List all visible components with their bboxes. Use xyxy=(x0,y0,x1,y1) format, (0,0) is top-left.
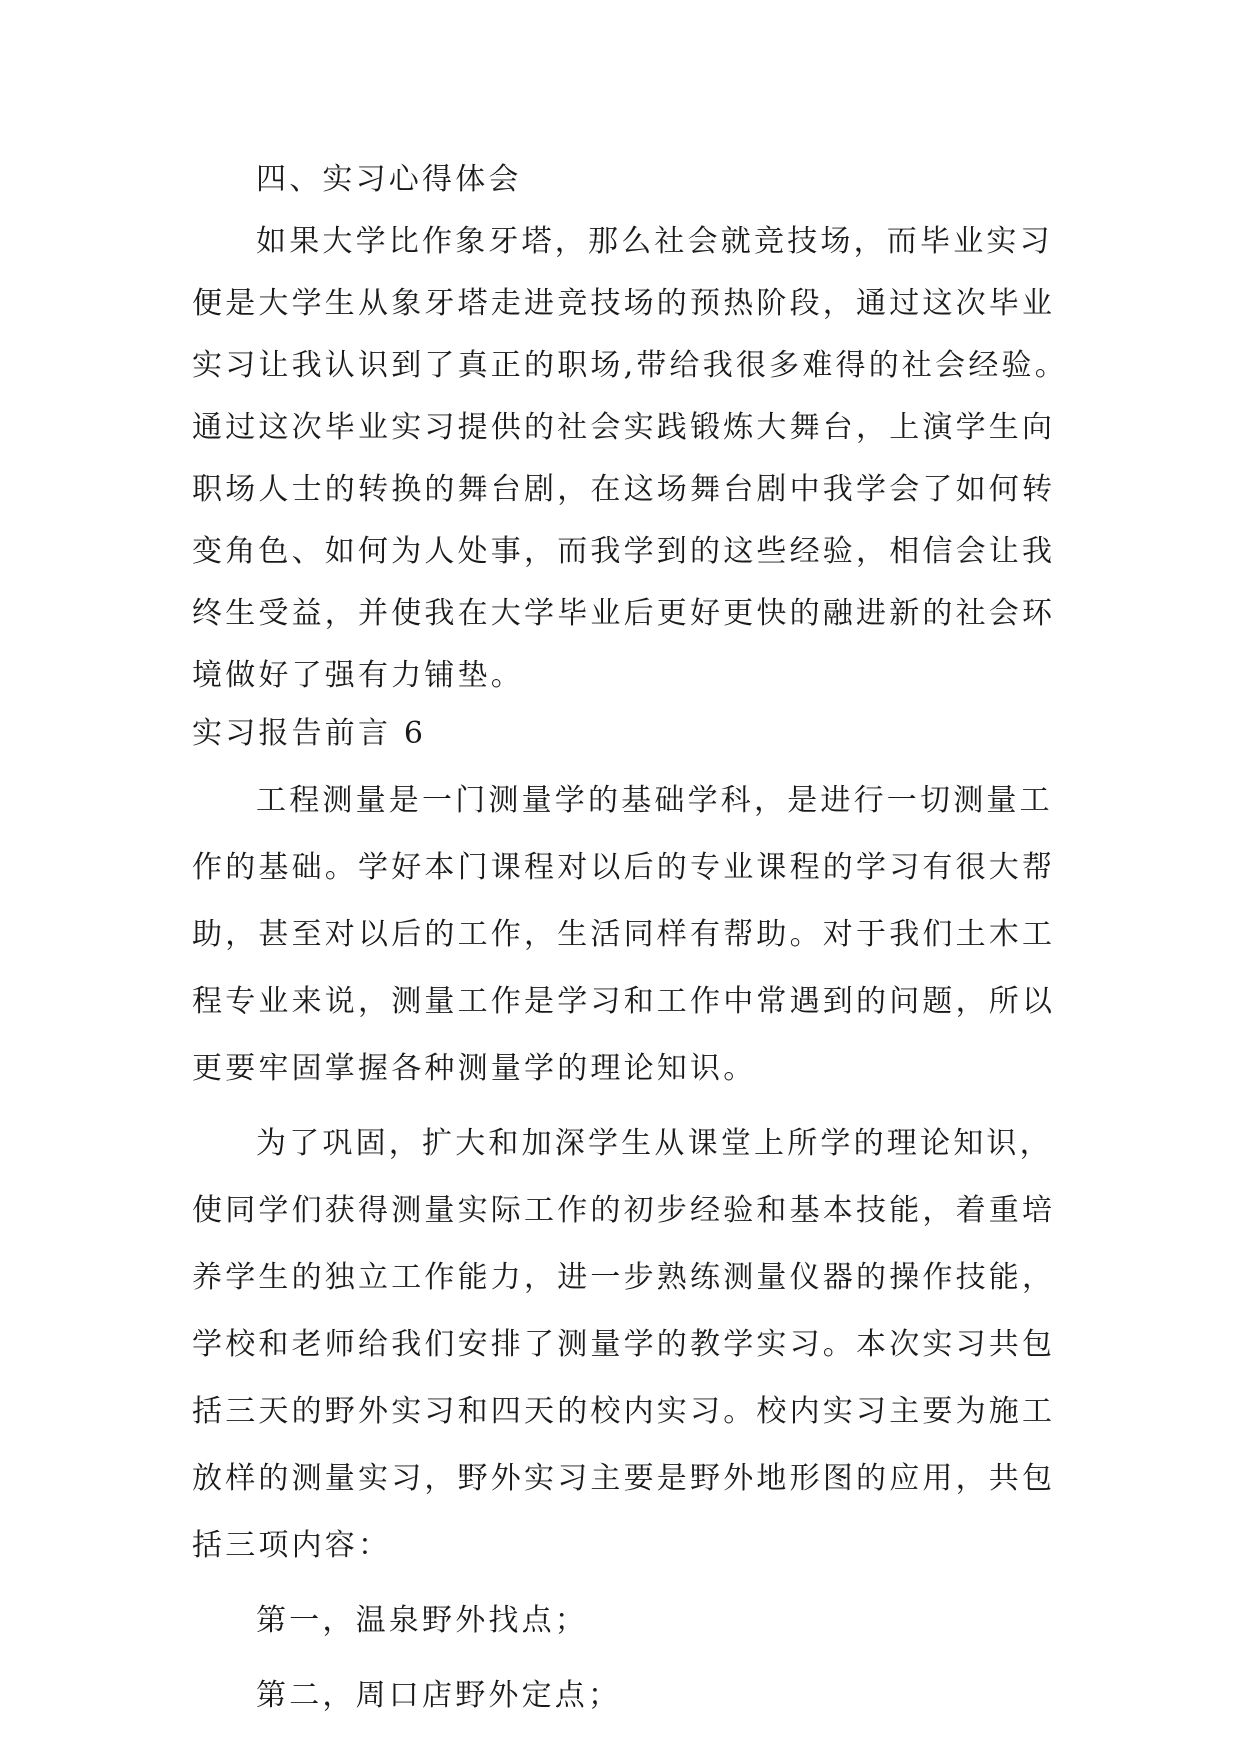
paragraph-line: 如果大学比作象牙塔，那么社会就竞技场，而毕业实习 xyxy=(256,224,1053,259)
paragraph-line: 便是大学生从象牙塔走进竞技场的预热阶段，通过这次毕业 xyxy=(192,286,1056,321)
paragraph-line: 括三项内容： xyxy=(192,1528,392,1563)
document-page xyxy=(192,160,1068,1716)
list-item: 第二，周口店野外定点； xyxy=(256,1678,622,1713)
paragraph-line: 变角色、如何为人处事，而我学到的这些经验，相信会让我 xyxy=(192,534,1056,569)
paragraph-line: 括三天的野外实习和四天的校内实习。校内实习主要为施工 xyxy=(192,1394,1056,1429)
paragraph-line: 使同学们获得测量实际工作的初步经验和基本技能，着重培 xyxy=(192,1193,1056,1228)
section4-paragraph xyxy=(192,222,1068,696)
paragraph-line: 学校和老师给我们安排了测量学的教学实习。本次实习共包 xyxy=(192,1327,1056,1362)
report-title: 实习报告前言 6 xyxy=(192,716,427,751)
list-item: 第一，温泉野外找点； xyxy=(256,1603,588,1638)
paragraph-line: 放样的测量实习，野外实习主要是野外地形图的应用，共包 xyxy=(192,1461,1056,1496)
report-paragraph-1 xyxy=(192,781,1056,1089)
paragraph-line: 助，甚至对以后的工作，生活同样有帮助。对于我们土木工 xyxy=(192,917,1056,952)
paragraph-line: 为了巩固，扩大和加深学生从课堂上所学的理论知识， xyxy=(256,1126,1053,1161)
report-paragraph-2 xyxy=(192,1124,1056,1566)
paragraph-line: 实习让我认识到了真正的职场,带给我很多难得的社会经验。 xyxy=(192,348,1068,383)
paragraph-line: 终生受益，并使我在大学毕业后更好更快的融进新的社会环 xyxy=(192,596,1056,631)
paragraph-line: 工程测量是一门测量学的基础学科，是进行一切测量工 xyxy=(256,783,1053,818)
paragraph-line: 养学生的独立工作能力，进一步熟练测量仪器的操作技能， xyxy=(192,1260,1056,1295)
paragraph-line: 程专业来说，测量工作是学习和工作中常遇到的问题，所以 xyxy=(192,984,1056,1019)
paragraph-line: 更要牢固掌握各种测量学的理论知识。 xyxy=(192,1051,757,1086)
paragraph-line: 境做好了强有力铺垫。 xyxy=(192,658,524,693)
paragraph-line: 通过这次毕业实习提供的社会实践锻炼大舞台，上演学生向 xyxy=(192,410,1056,445)
paragraph-line: 职场人士的转换的舞台剧，在这场舞台剧中我学会了如何转 xyxy=(192,472,1056,507)
section-heading: 四、实习心得体会 xyxy=(256,162,522,197)
paragraph-line: 作的基础。学好本门课程对以后的专业课程的学习有很大帮 xyxy=(192,850,1056,885)
